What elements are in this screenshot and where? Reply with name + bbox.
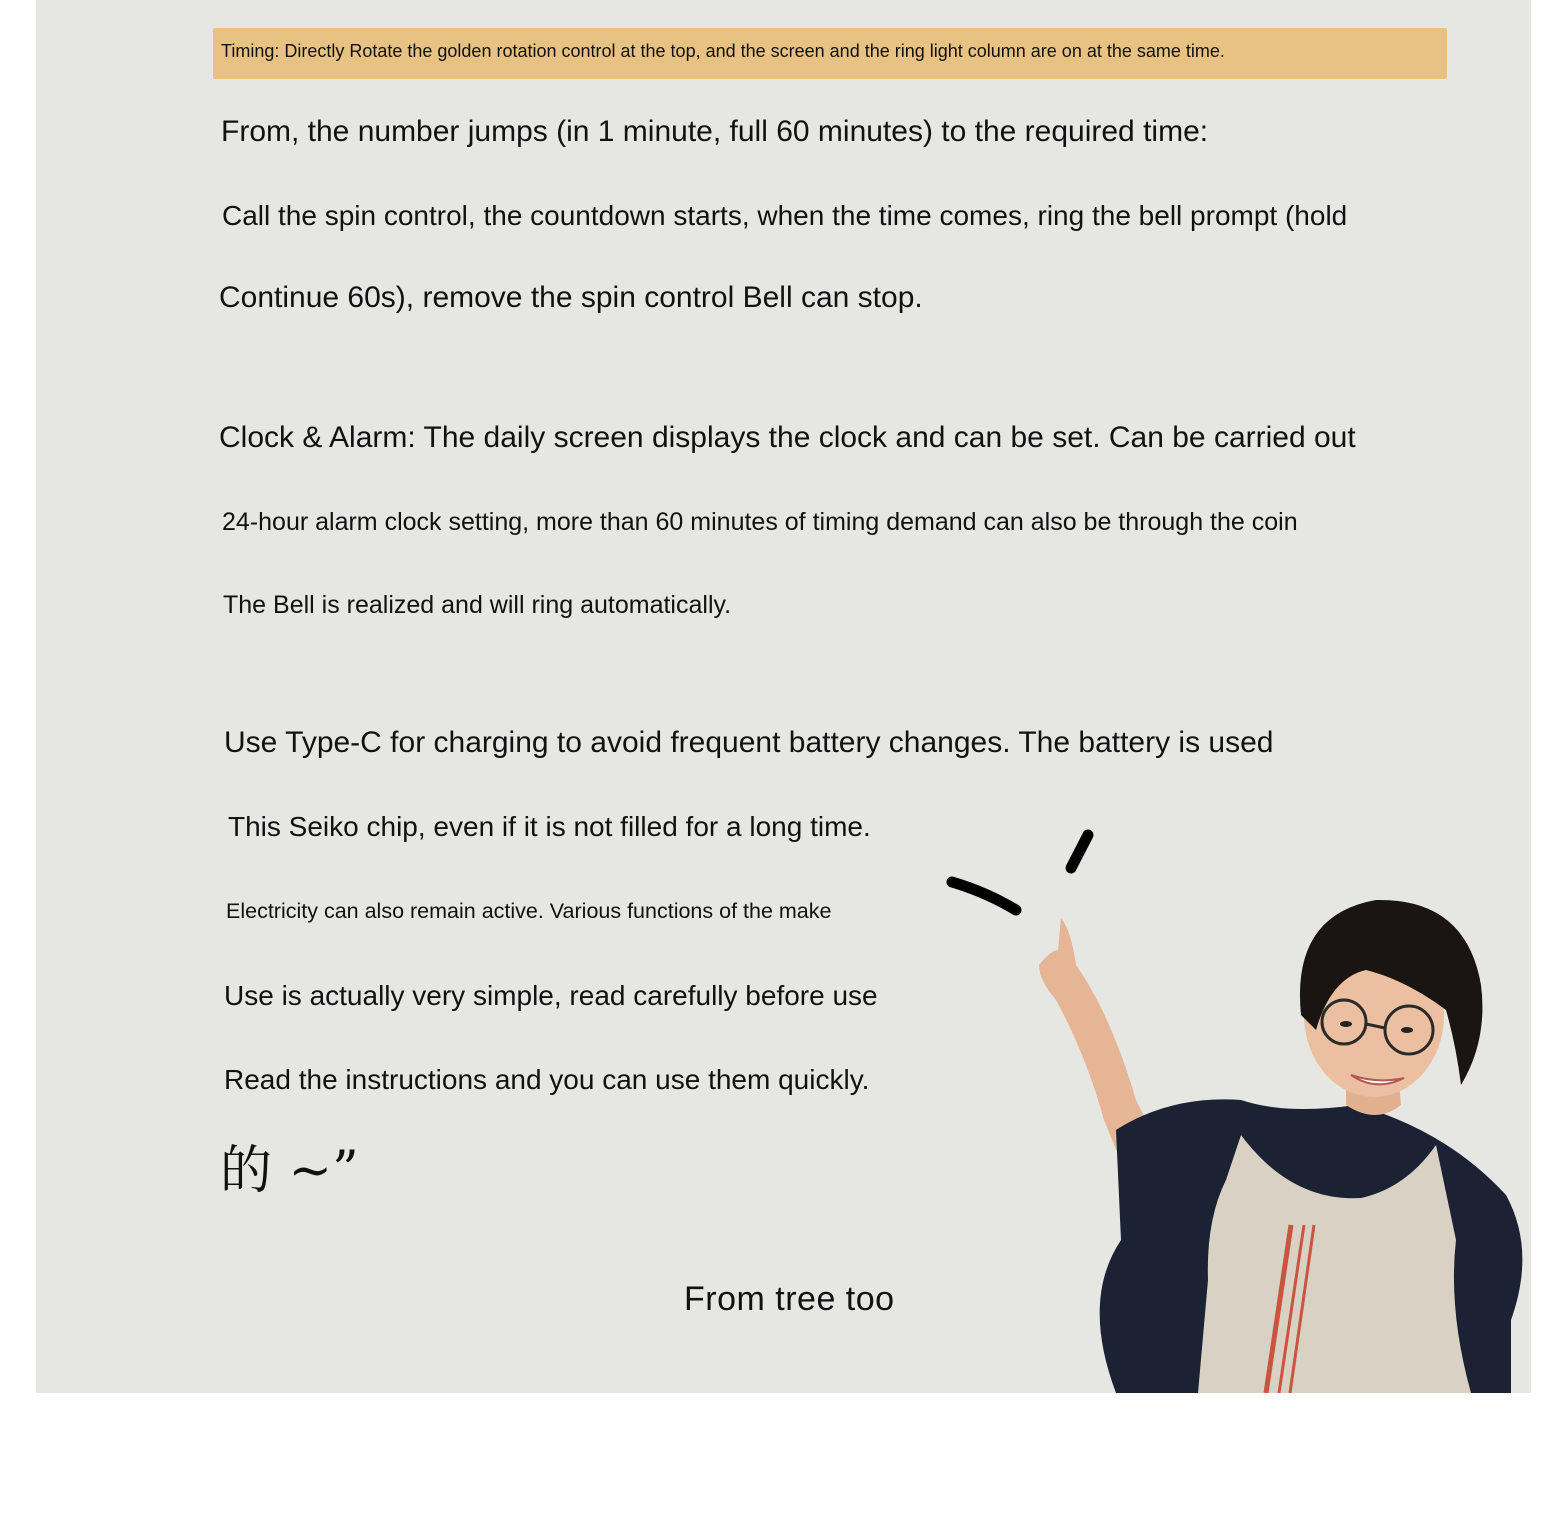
clock-line-1: Clock & Alarm: The daily screen displays the clock and can be set. Can be carried out [219,421,1356,454]
charging-line-3: Electricity can also remain active. Various functions of the make [226,899,832,923]
closing-cjk-text: 的 ~” [220,1141,359,1201]
signature-text: From tree too [684,1280,895,1318]
person-pointing-icon [936,800,1531,1393]
clock-line-2: 24-hour alarm clock setting, more than 60 minutes of timing demand can also be through the coin [222,508,1298,536]
clock-line-3: The Bell is realized and will ring automatically. [223,591,732,619]
timing-line-1: From, the number jumps (in 1 minute, full 60 minutes) to the required time: [221,115,1209,148]
charging-line-4: Use is actually very simple, read carefully before use [224,980,878,1011]
charging-line-2: This Seiko chip, even if it is not filled for a long time. [228,811,871,842]
timing-line-2: Call the spin control, the countdown starts, when the time comes, ring the bell prompt (hold [222,200,1348,231]
charging-line-5: Read the instructions and you can use them quickly. [224,1064,870,1095]
timing-banner-text: Timing: Directly Rotate the golden rotation control at the top, and the screen and the ring light column are on at the same time. [221,41,1225,61]
charging-line-1: Use Type-C for charging to avoid frequent battery changes. The battery is used [224,726,1274,759]
timing-line-3: Continue 60s), remove the spin control Bell can stop. [219,281,923,314]
content-panel [36,0,1531,1393]
timing-banner [213,28,1447,79]
